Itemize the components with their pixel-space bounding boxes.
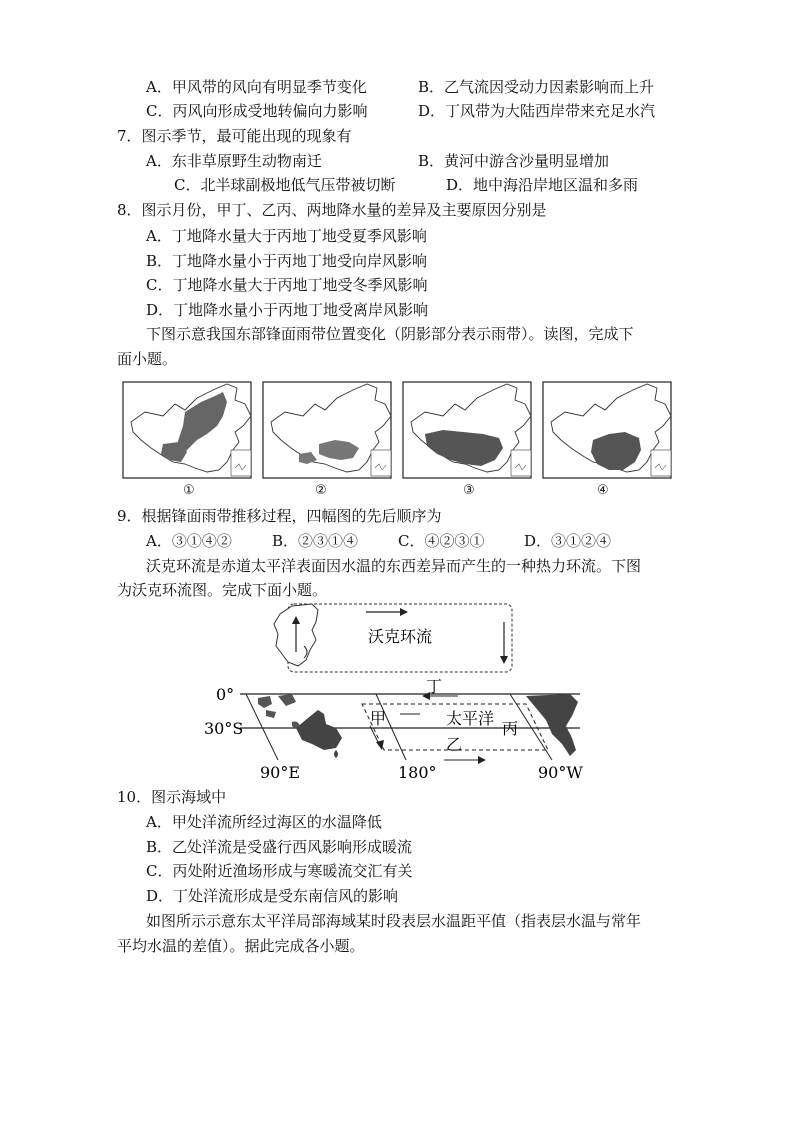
q10-stem: 10．图示海域中 <box>117 788 227 806</box>
q10-option-a: A．甲处洋流所经过海区的水温降低 <box>146 813 382 831</box>
map-label-4: ④ <box>597 483 609 498</box>
ocean-label: 太平洋 <box>446 709 495 728</box>
q8-option-a: A．丁地降水量大于丙地丁地受夏季风影响 <box>146 227 427 245</box>
intro9-line2: 面小题。 <box>117 350 178 368</box>
q9-option-d: D．③①②④ <box>524 532 612 550</box>
lat-30s-label: 30°S <box>204 719 244 738</box>
map-label-3: ③ <box>463 483 475 498</box>
q8-option-d: D．丁地降水量小于丙地丁地受离岸风影响 <box>146 301 429 319</box>
intro11-line2: 平均水温的差值）。据此完成各小题。 <box>117 937 365 955</box>
label-jia: 甲 <box>370 709 387 728</box>
label-ding: 丁 <box>426 677 443 696</box>
label-bing: 丙 <box>502 719 519 738</box>
intro10-line2: 为沃克环流图。完成下面小题。 <box>117 581 328 599</box>
q6-option-a: A．甲风带的风向有明显季节变化 <box>146 78 367 96</box>
intro11-line1: 如图所示示意东太平洋局部海域某时段表层水温距平值（指表层水温与常年 <box>146 912 642 930</box>
q9-option-c: C．④②③① <box>398 532 485 550</box>
label-yi: 乙 <box>446 735 463 754</box>
map-label-1: ① <box>183 483 195 498</box>
q7-option-c: C．北半球副极地低气压带被切断 <box>174 176 396 194</box>
walker-circulation-diagram <box>200 600 610 780</box>
q6-option-c: C．丙风向形成受地转偏向力影响 <box>146 102 368 120</box>
q7-stem: 7．图示季节，最可能出现的现象有 <box>117 127 352 145</box>
lat-0-label: 0° <box>216 685 235 704</box>
lon-90w-label: 90°W <box>538 763 583 780</box>
south-america-land <box>526 694 578 756</box>
q8-option-b: B．丁地降水量小于丙地丁地受向岸风影响 <box>146 252 428 270</box>
lon-90e-label: 90°E <box>260 763 301 780</box>
q8-stem: 8．图示月份，甲丁、乙丙、两地降水量的差异及主要原因分别是 <box>117 201 547 219</box>
q8-option-c: C．丁地降水量大于丙地丁地受冬季风影响 <box>146 276 428 294</box>
q7-option-b: B．黄河中游含沙量明显增加 <box>418 152 610 170</box>
q6-option-d: D．丁风带为大陆西岸带来充足水汽 <box>418 102 656 120</box>
q9-option-a: A．③①④② <box>146 532 232 550</box>
map-label-2: ② <box>315 483 327 498</box>
intro10-line1: 沃克环流是赤道太平洋表面因水温的东西差异而产生的一种热力环流。下图 <box>146 557 642 575</box>
q7-option-a: A．东非草原野生动物南迁 <box>146 152 322 170</box>
australia-land <box>296 710 342 750</box>
lon-180-label: 180° <box>398 763 437 780</box>
q7-option-d: D．地中海沿岸地区温和多雨 <box>446 176 639 194</box>
q10-option-d: D．丁处洋流形成是受东南信风的影响 <box>146 887 399 905</box>
q10-option-b: B．乙处洋流是受盛行西风影响形成暖流 <box>146 838 413 856</box>
intro9-line1: 下图示意我国东部锋面雨带位置变化（阴影部分表示雨带）。读图，完成下 <box>146 325 634 343</box>
q10-option-c: C．丙处附近渔场形成与寒暖流交汇有关 <box>146 862 413 880</box>
q6-option-b: B．乙气流因受动力因素影响而上升 <box>418 78 655 96</box>
walker-title: 沃克环流 <box>368 627 433 646</box>
rain-belt-maps <box>120 378 680 500</box>
q9-stem: 9．根据锋面雨带推移过程，四幅图的先后顺序为 <box>117 507 442 525</box>
q9-option-b: B．②③①④ <box>272 532 359 550</box>
